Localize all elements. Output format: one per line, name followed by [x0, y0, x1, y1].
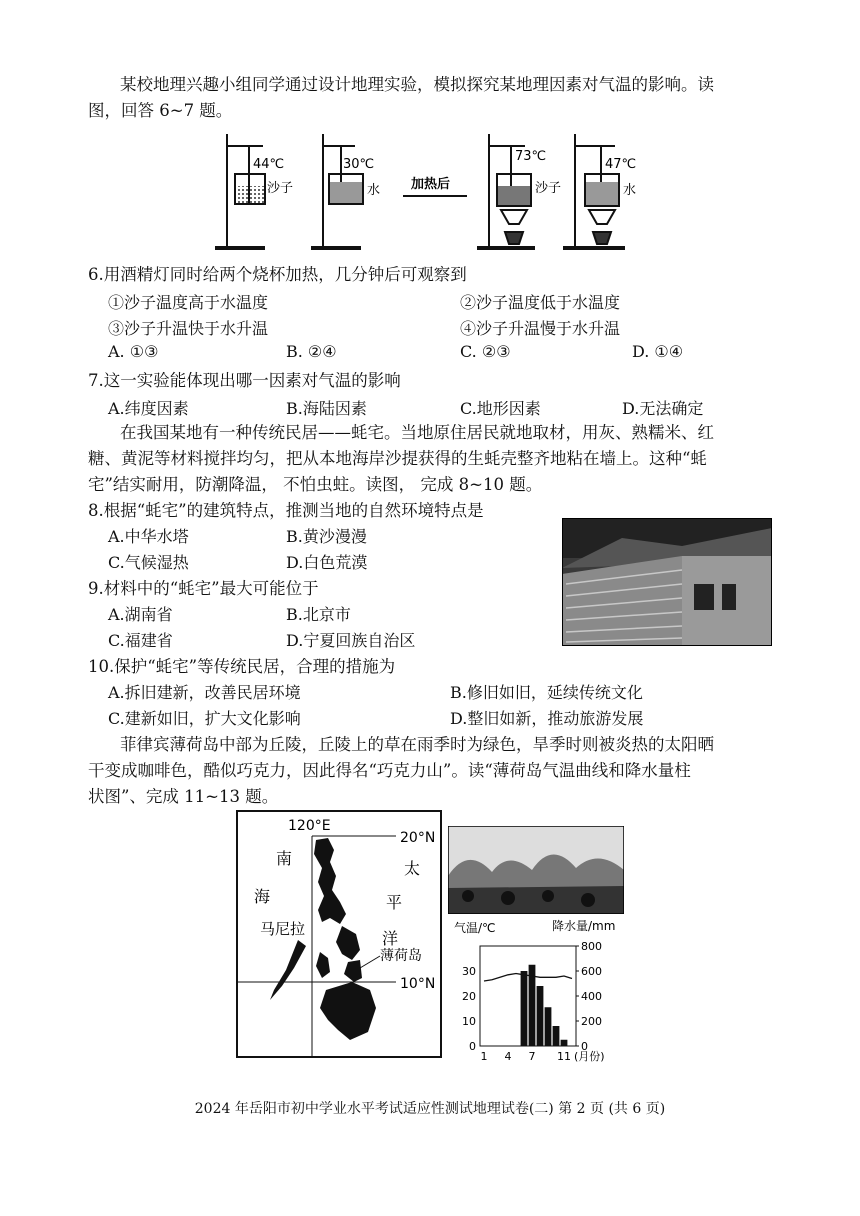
q7-option-b: B.海陆因素 [286, 399, 367, 418]
q6-stem: 6.用酒精灯同时给两个烧杯加热，几分钟后可观察到 [88, 265, 467, 284]
label-sand-2: 沙子 [535, 181, 562, 196]
precip-tick-label: 400 [581, 990, 602, 1003]
page-footer: 2024 年岳阳市初中学业水平考试适应性测试地理试卷(二) 第 2 页 (共 6 页) [194, 1101, 666, 1117]
temp-sand-before: 44℃ [253, 157, 285, 172]
chart-y2label: 降水量/mm [552, 919, 616, 933]
q6-s1: ①沙子温度高于水温度 [108, 293, 269, 312]
map-lat-20n: 20°N [400, 830, 436, 846]
precip-bar [553, 1026, 560, 1046]
q7-stem: 7.这一实验能体现出哪一因素对气温的影响 [88, 371, 401, 390]
intro3-line2: 干变成咖啡色，酷似巧克力，因此得名“巧克力山”。读“薄荷岛气温曲线和降水量柱 [88, 761, 691, 780]
x-tick-label: 7 [528, 1050, 536, 1063]
precip-bar [537, 986, 544, 1046]
oyster-house-photo [562, 518, 772, 646]
intro3-line1: 菲律宾薄荷岛中部为丘陵，丘陵上的草在雨季时为绿色，旱季时则被炎热的太阳晒 [120, 735, 714, 754]
q6-s3: ③沙子升温快于水升温 [108, 319, 269, 338]
q6-option-a: A. ①③ [108, 342, 159, 361]
q9-stem: 9.材料中的“蚝宅”最大可能位于 [88, 579, 319, 598]
q8-option-a: A.中华水塔 [108, 527, 189, 546]
map-label-nan: 南 [276, 849, 293, 868]
q9-option-c: C.福建省 [108, 631, 173, 650]
q9-option-a: A.湖南省 [108, 605, 173, 624]
intro3-line3: 状图”、完成 11~13 题。 [88, 787, 279, 806]
precip-bar [545, 1007, 552, 1046]
chocolate-hills-photo [448, 826, 624, 914]
q6-option-d: D. ①④ [632, 342, 684, 361]
q6-s2: ②沙子温度低于水温度 [460, 293, 621, 312]
map-label-hai: 海 [254, 887, 271, 906]
temp-tick-label: 0 [469, 1040, 476, 1053]
temp-water-before: 30℃ [343, 157, 375, 172]
label-sand-1: 沙子 [267, 181, 294, 196]
intro1-line1: 某校地理兴趣小组同学通过设计地理实验，模拟探究某地理因素对气温的影响。读 [120, 75, 714, 94]
q10-stem: 10.保护“蚝宅”等传统民居，合理的措施为 [88, 657, 396, 676]
label-water-2: 水 [623, 183, 637, 198]
q10-option-d: D.整旧如新，推动旅游发展 [450, 709, 644, 728]
chart-xlabel: (月份) [574, 1050, 605, 1063]
x-tick-label: 1 [480, 1050, 488, 1063]
chart-frame [480, 946, 576, 1046]
chart-ylabel: 气温/℃ [454, 921, 496, 935]
map-lon-120e: 120°E [288, 818, 331, 834]
temp-tick-label: 30 [462, 965, 476, 978]
philippines-map [236, 810, 442, 1058]
q9-option-d: D.宁夏回族自治区 [286, 631, 416, 650]
q8-option-b: B.黄沙漫漫 [286, 527, 367, 546]
temp-tick-label: 20 [462, 990, 476, 1003]
intro1-line2: 图，回答 6~7 题。 [88, 101, 233, 120]
label-water-1: 水 [367, 183, 381, 198]
map-label-bohol: 薄荷岛 [380, 948, 422, 964]
temp-sand-after: 73℃ [515, 149, 547, 164]
precip-tick-label: 800 [581, 940, 602, 953]
x-tick-label: 4 [504, 1050, 512, 1063]
q7-option-a: A.纬度因素 [108, 399, 189, 418]
q9-option-b: B.北京市 [286, 605, 351, 624]
precip-tick-label: 0 [581, 1040, 588, 1053]
q6-option-b: B. ②④ [286, 342, 337, 361]
map-lat-10n: 10°N [400, 976, 436, 992]
map-label-ping: 平 [386, 893, 403, 912]
intro2-line2: 糖、黄泥等材料搅拌均匀，把从本地海岸沙提获得的生蚝壳整齐地粘在墙上。这种“蚝 [88, 449, 707, 468]
temp-tick-label: 10 [462, 1015, 476, 1028]
map-label-yang: 洋 [382, 929, 399, 948]
q7-option-c: C.地形因素 [460, 399, 541, 418]
precip-tick-label: 200 [581, 1015, 602, 1028]
x-tick-label: 11 [557, 1050, 571, 1063]
arrow-label: 加热后 [411, 177, 451, 192]
q6-s4: ④沙子升温慢于水升温 [460, 319, 621, 338]
precip-tick-label: 600 [581, 965, 602, 978]
q10-option-b: B.修旧如旧，延续传统文化 [450, 683, 643, 702]
q8-stem: 8.根据“蚝宅”的建筑特点，推测当地的自然环境特点是 [88, 501, 484, 520]
q8-option-c: C.气候湿热 [108, 553, 189, 572]
experiment-figure [205, 124, 645, 258]
intro2-line1: 在我国某地有一种传统民居——蚝宅。当地原住居民就地取材，用灰、熟糯米、红 [120, 423, 714, 442]
q10-option-a: A.拆旧建新，改善民居环境 [108, 683, 301, 702]
temp-water-after: 47℃ [605, 157, 637, 172]
temp-line [484, 974, 572, 982]
q8-option-d: D.白色荒漠 [286, 553, 368, 572]
q10-option-c: C.建新如旧，扩大文化影响 [108, 709, 301, 728]
precip-bar [561, 1040, 568, 1046]
map-label-tai: 太 [404, 859, 421, 878]
q6-option-c: C. ②③ [460, 342, 511, 361]
precip-bar [521, 971, 528, 1046]
map-label-manila: 马尼拉 [260, 920, 306, 938]
q7-option-d: D.无法确定 [622, 399, 704, 418]
intro2-line3: 宅”结实耐用，防潮降温， 不怕虫蛀。读图， 完成 8~10 题。 [88, 475, 543, 494]
climate-chart [448, 918, 628, 1068]
